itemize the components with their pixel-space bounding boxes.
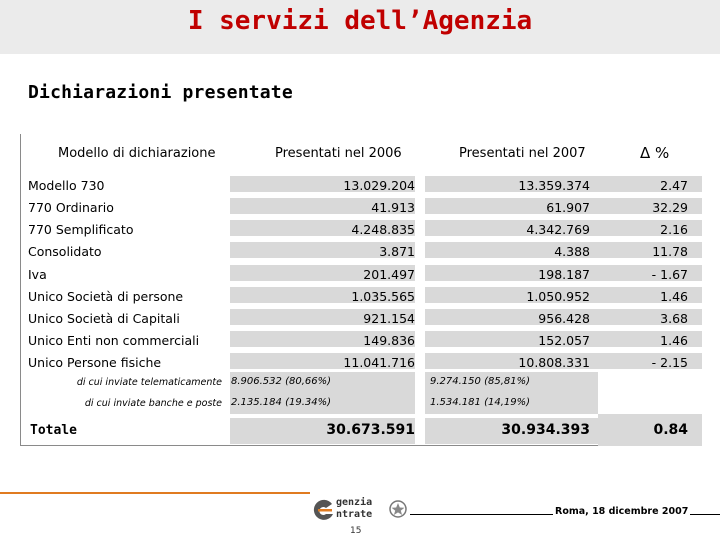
row-value-2007: 1.050.952 xyxy=(526,289,590,304)
row-value-2006: 1.035.565 xyxy=(351,289,415,304)
row-value-2006: 201.497 xyxy=(363,267,415,282)
row-label: Unico Enti non commerciali xyxy=(28,333,200,348)
table-row xyxy=(0,307,720,329)
subrow-label: di cui inviate banche e poste xyxy=(84,398,222,409)
row-value-2006: 3.871 xyxy=(379,244,415,259)
row-value-2007: 198.187 xyxy=(538,267,590,282)
row-value-2006: 41.913 xyxy=(371,200,415,215)
slide-title: I servizi dell’Agenzia xyxy=(187,6,533,36)
table-row xyxy=(0,240,720,262)
row-value-delta: 32.29 xyxy=(652,200,688,215)
row-label: 770 Semplificato xyxy=(28,222,134,237)
row-label: 770 Ordinario xyxy=(28,200,114,215)
row-value-2007: 4.388 xyxy=(554,244,590,259)
table-row xyxy=(0,285,720,307)
row-value-delta: 2.47 xyxy=(660,178,688,193)
row-value-2007: 61.907 xyxy=(546,200,590,215)
subrow-value-2006: 8.906.532 (80,66%) xyxy=(231,376,332,387)
subrow-value-2007: 9.274.150 (85,81%) xyxy=(430,376,531,387)
table-row xyxy=(0,218,720,240)
logo-word-bottom: ntrate xyxy=(336,509,373,520)
table-row xyxy=(0,174,720,196)
subrow-value-2006: 2.135.184 (19.34%) xyxy=(231,397,332,408)
row-label: Unico Società di Capitali xyxy=(28,311,180,326)
row-value-2006: 11.041.716 xyxy=(343,355,415,370)
row-value-delta: 3.68 xyxy=(660,311,688,326)
row-label: Unico Società di persone xyxy=(28,289,184,304)
subrow-banks xyxy=(0,393,720,413)
section-subtitle: Dichiarazioni presentate xyxy=(28,82,293,103)
row-value-2007: 956.428 xyxy=(538,311,590,326)
row-value-delta: - 1.67 xyxy=(651,267,688,282)
table-row xyxy=(0,196,720,218)
footer-date: Roma, 18 dicembre 2007 xyxy=(555,506,689,517)
row-value-2006: 921.154 xyxy=(363,311,415,326)
row-label: Iva xyxy=(28,267,47,282)
total-value-2006: 30.673.591 xyxy=(326,422,415,438)
row-value-delta: 1.46 xyxy=(660,289,688,304)
logo-word-top: genzia xyxy=(336,497,373,508)
total-value-2007: 30.934.393 xyxy=(501,422,590,438)
header-2007: Presentati nel 2007 xyxy=(459,146,586,161)
total-row xyxy=(0,418,720,444)
subrow-label: di cui inviate telematicamente xyxy=(76,377,222,388)
agenzia-entrate-logo xyxy=(312,496,410,524)
page-number: 15 xyxy=(350,526,362,536)
row-label: Unico Persone fisiche xyxy=(28,355,162,370)
logo-mark-icon xyxy=(312,498,336,522)
row-label: Modello 730 xyxy=(28,178,105,193)
total-value-delta: 0.84 xyxy=(653,422,688,438)
subrow-value-2007: 1.534.181 (14,19%) xyxy=(430,397,531,408)
row-value-2006: 4.248.835 xyxy=(351,222,415,237)
row-value-2007: 10.808.331 xyxy=(518,355,590,370)
header-delta: Δ % xyxy=(640,144,670,162)
row-value-2006: 13.029.204 xyxy=(343,178,415,193)
table-row xyxy=(0,263,720,285)
total-label: Totale xyxy=(30,423,77,438)
header-model: Modello di dichiarazione xyxy=(58,146,216,161)
header-2006: Presentati nel 2006 xyxy=(275,146,402,161)
row-value-2006: 149.836 xyxy=(363,333,415,348)
row-value-delta: 2.16 xyxy=(660,222,688,237)
row-value-2007: 13.359.374 xyxy=(518,178,590,193)
row-value-delta: 1.46 xyxy=(660,333,688,348)
row-label: Consolidato xyxy=(28,244,102,259)
footer-accent-line xyxy=(0,492,310,494)
republic-emblem-icon xyxy=(388,498,408,520)
table-row xyxy=(0,329,720,351)
row-value-2007: 4.342.769 xyxy=(526,222,590,237)
table-row xyxy=(0,351,720,373)
row-value-delta: - 2.15 xyxy=(651,355,688,370)
row-value-2007: 152.057 xyxy=(538,333,590,348)
subrow-telematic xyxy=(0,372,720,392)
row-value-delta: 11.78 xyxy=(652,244,688,259)
